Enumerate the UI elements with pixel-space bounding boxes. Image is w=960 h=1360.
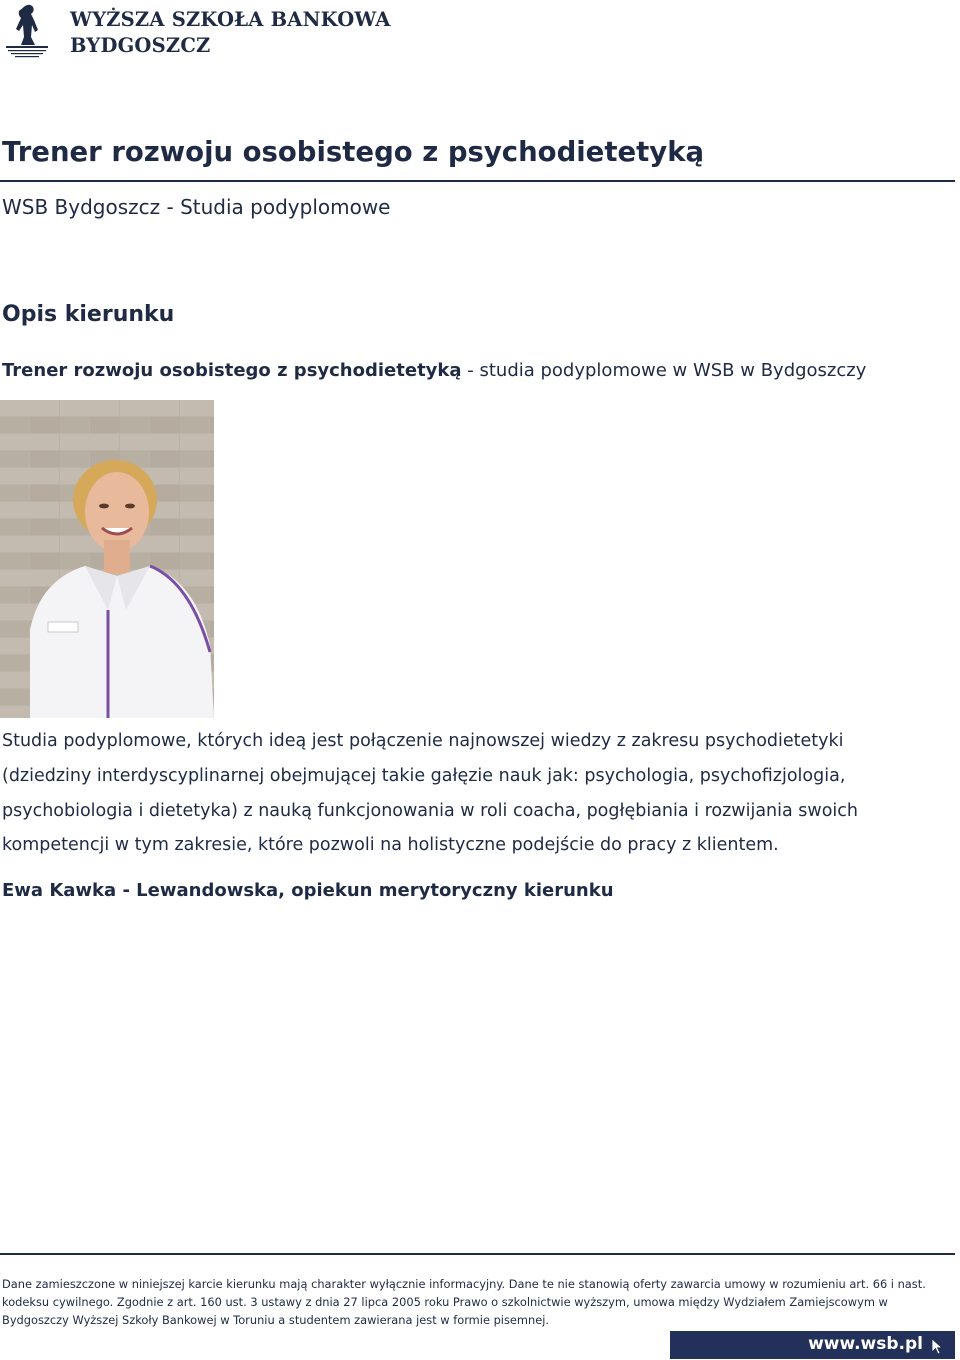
wsb-emblem-icon	[3, 2, 51, 60]
website-link[interactable]: www.wsb.pl	[808, 1334, 923, 1354]
cursor-icon	[931, 1338, 945, 1355]
wsb-logo[interactable]	[0, 0, 391, 62]
footer-divider	[0, 1253, 955, 1255]
lead-bold: Trener rozwoju osobistego z psychodietetyką	[2, 360, 462, 381]
description-line: Studia podyplomowe, których ideą jest połączenie najnowszej wiedzy z zakresu psychodietetyki	[2, 731, 844, 751]
description-line: (dziedziny interdyscyplinarnej obejmującej takie gałęzie nauk jak: psychologia, psychofizjologia,	[2, 765, 846, 786]
logo-title: WYŻSZA SZKOŁA BANKOWA	[70, 8, 391, 31]
logo-city: BYDGOSZCZ	[70, 34, 211, 57]
supervisor-caption: Ewa Kawka - Lewandowska, opiekun merytoryczny kierunku	[2, 880, 614, 901]
description-line: psychobiologia i dietetyka) z nauką funkcjonowania w roli coacha, pogłębiania i rozwijania swoich	[2, 800, 859, 821]
section-heading: Opis kierunku	[2, 302, 175, 327]
footer-line: Dane zamieszczone w niniejszej karcie kierunku mają charakter wyłącznie informacyjny. Dane te nie stanowią oferty zawarcia umowy w rozumieniu art. 66 i nast.	[2, 1277, 926, 1291]
page-subtitle: WSB Bydgoszcz - Studia podyplomowe	[2, 195, 391, 219]
website-badge[interactable]	[670, 1331, 955, 1359]
portrait-image	[0, 400, 214, 718]
lead-paragraph	[2, 360, 866, 381]
description-line: kompetencji w tym zakresie, które pozwoli na holistyczne podejście do pracy z klientem.	[2, 835, 779, 856]
supervisor-photo	[0, 400, 214, 718]
program-description	[2, 724, 952, 863]
footer-line: kodeksu cywilnego. Zgodnie z art. 160 ust. 3 ustawy z dnia 27 lipca 2005 roku Prawo o szkolnictwie wyższym, umowa między Wydziałem Zamiejscowym w	[2, 1294, 888, 1309]
page-title: Trener rozwoju osobistego z psychodietetyką	[2, 136, 705, 168]
footer-disclaimer	[2, 1276, 952, 1329]
title-divider	[0, 180, 955, 182]
footer-line: Bydgoszczy Wyższej Szkoły Bankowej w Toruniu a studentem zawierana jest w formie pisemnej.	[2, 1312, 550, 1327]
lead-rest: - studia podyplomowe w WSB w Bydgoszczy	[461, 360, 867, 381]
